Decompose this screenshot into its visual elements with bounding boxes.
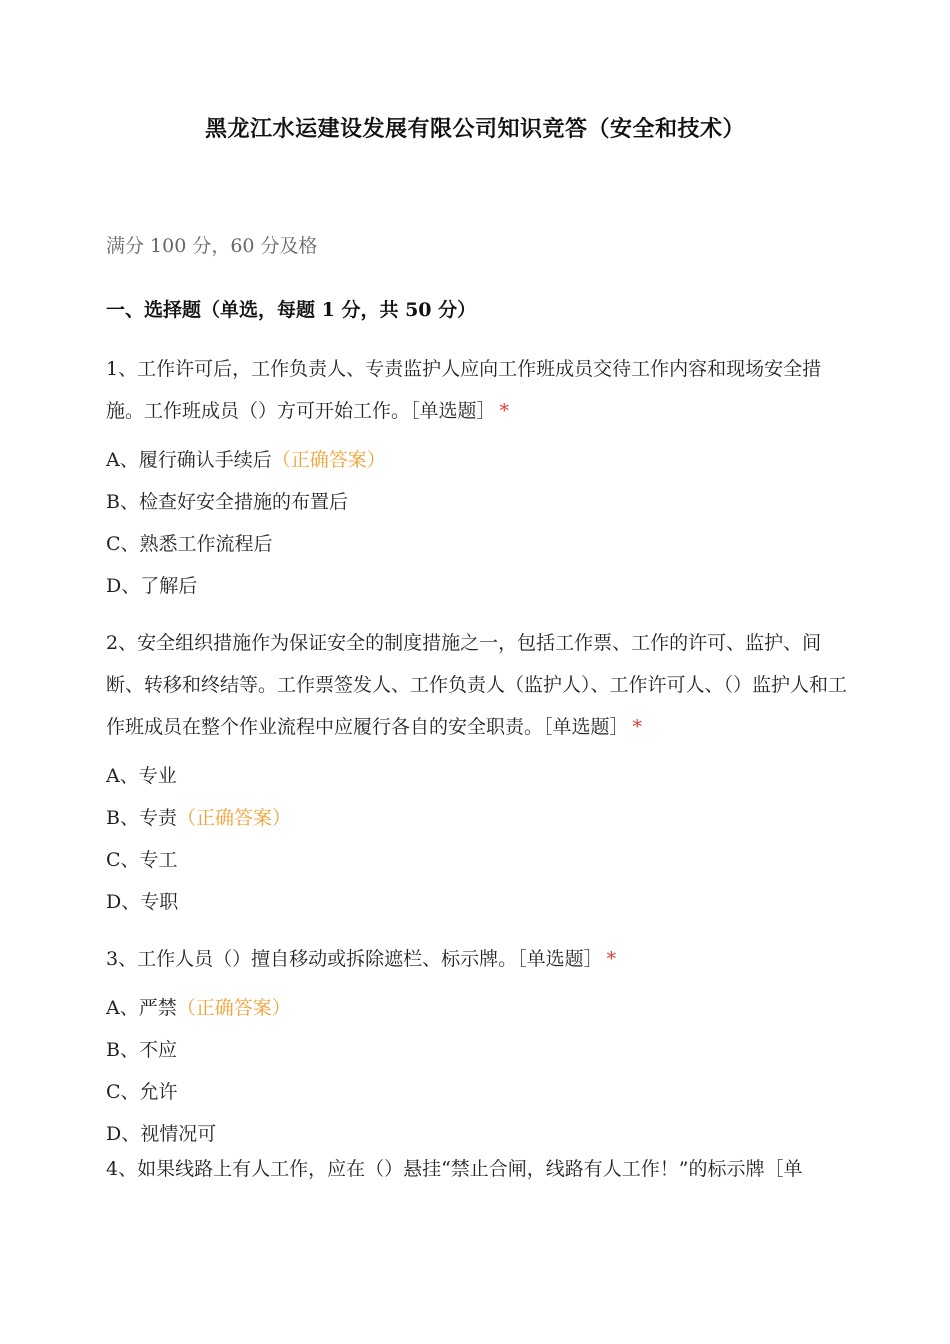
question-2-option-a[interactable]: A、专业: [106, 765, 177, 787]
question-text: 4、如果线路上有人工作，应在（）悬挂“禁止合闸，线路有人工作！”的标示牌［单: [106, 1158, 803, 1180]
question-1-option-b[interactable]: B、检查好安全措施的布置后: [106, 491, 348, 513]
section-title: 一、选择题（单选，每题 1 分，共 50 分）: [106, 299, 477, 321]
score-info: 满分 100 分，60 分及格: [106, 235, 318, 257]
question-1-option-c[interactable]: C、熟悉工作流程后: [106, 533, 273, 555]
question-2-option-d[interactable]: D、专职: [106, 891, 179, 913]
question-3-option-c[interactable]: C、允许: [106, 1081, 178, 1103]
question-3-option-b[interactable]: B、不应: [106, 1039, 177, 1061]
required-mark: *: [499, 400, 510, 422]
question-3-option-a[interactable]: A、严禁（正确答案）: [106, 997, 291, 1019]
question-1-text: [106, 348, 854, 432]
question-4-text: [106, 1148, 854, 1190]
document-title: 黑龙江水运建设发展有限公司知识竞答（安全和技术）: [204, 116, 745, 142]
correct-answer-label: （正确答案）: [271, 449, 386, 471]
question-text: 2、安全组织措施作为保证安全的制度措施之一，包括工作票、工作的许可、监护、间断、转移和终结等。工作票签发人、工作负责人（监护人）、工作许可人、（）监护人和工作班成员在整个作业流程中应履行各自的安全职责。［单选题］: [106, 632, 848, 738]
required-mark: *: [632, 716, 643, 738]
question-1-option-d[interactable]: D、了解后: [106, 575, 198, 597]
question-1-option-a[interactable]: A、履行确认手续后（正确答案）: [106, 449, 386, 471]
required-mark: *: [606, 948, 617, 970]
question-2-option-b[interactable]: B、专责（正确答案）: [106, 807, 291, 829]
question-text: 1、工作许可后，工作负责人、专责监护人应向工作班成员交待工作内容和现场安全措施。工作班成员（）方可开始工作。［单选题］: [106, 358, 822, 422]
question-2-text: [106, 622, 854, 748]
correct-answer-label: （正确答案）: [176, 807, 291, 829]
question-3-text: [106, 938, 854, 980]
correct-answer-label: （正确答案）: [176, 997, 291, 1019]
question-text: 3、工作人员（）擅自移动或拆除遮栏、标示牌。［单选题］: [106, 948, 603, 970]
question-3-option-d[interactable]: D、视情况可: [106, 1123, 217, 1145]
question-2-option-c[interactable]: C、专工: [106, 849, 178, 871]
